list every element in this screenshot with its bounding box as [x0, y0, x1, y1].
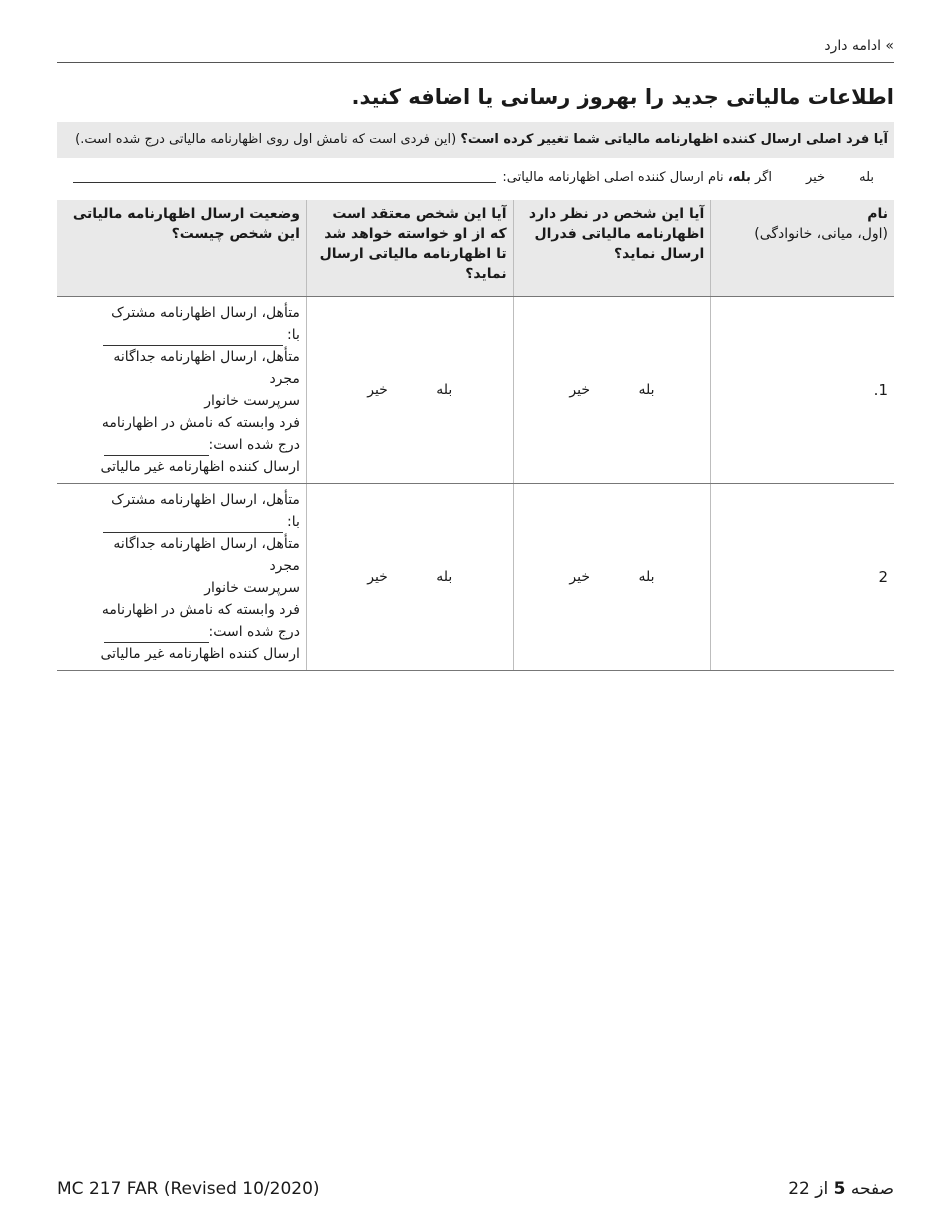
header-name [711, 200, 894, 297]
status-dependent[interactable]: فرد وابسته که نامش در اظهارنامه [101, 415, 300, 431]
table-header-row [57, 200, 894, 297]
form-identifier: MC 217 FAR (Revised 10/2020) [57, 1179, 320, 1199]
primary-filer-yes-option[interactable]: بله [859, 170, 874, 185]
page-of: از [815, 1179, 829, 1199]
status-single[interactable]: مجرد [269, 558, 300, 574]
primary-filer-answer-line [73, 170, 874, 185]
status-non-filer[interactable]: ارسال کننده اظهارنامه غیر مالیاتی [100, 459, 300, 475]
header-filing-status: وضعیت ارسال اظهارنامه مالیاتی این شخص چیست؟ [57, 200, 306, 297]
claimed-yes-option[interactable]: بله [436, 569, 453, 585]
primary-filer-name-field[interactable] [73, 170, 496, 183]
tax-info-table [57, 200, 894, 671]
row-number-label: 2 [878, 568, 888, 586]
with-label: با: [287, 327, 300, 343]
header-name-label: نام [867, 206, 888, 222]
row-number[interactable] [711, 484, 894, 671]
header-claimed: آیا این شخص معتقد است که از او خواسته خواهد شد تا اظهارنامه مالیاتی ارسال نماید؟ [306, 200, 513, 297]
header-plan-to-file: آیا این شخص در نظر دارد اظهارنامه مالیاتی فدرال ارسال نماید؟ [513, 200, 711, 297]
status-dependent[interactable]: فرد وابسته که نامش در اظهارنامه [101, 602, 300, 618]
status-joint-with-line [63, 511, 300, 533]
status-dependent-listed-line [63, 621, 300, 643]
if-prefix: اگر [754, 170, 772, 185]
continued-label: » ادامه دارد [824, 38, 894, 54]
joint-with-field[interactable] [103, 331, 283, 346]
plan-no-option[interactable]: خیر [569, 382, 590, 398]
claimed-cell [306, 484, 513, 671]
status-joint-with-line [63, 324, 300, 346]
with-label: با: [287, 514, 300, 530]
status-married-separate[interactable]: متأهل، ارسال اظهارنامه جداگانه [113, 349, 300, 365]
plan-yes-option[interactable]: بله [638, 382, 655, 398]
if-rest: نام ارسال کننده اصلی اظهارنامه مالیاتی: [502, 170, 724, 185]
primary-filer-question [57, 122, 894, 158]
if-yes-label [502, 170, 772, 185]
status-non-filer[interactable]: ارسال کننده اظهارنامه غیر مالیاتی [100, 646, 300, 662]
primary-filer-no-option[interactable]: خیر [805, 170, 826, 185]
plan-to-file-cell [513, 297, 711, 484]
if-bold: بله، [727, 170, 751, 185]
row-number[interactable] [711, 297, 894, 484]
status-single[interactable]: مجرد [269, 371, 300, 387]
header-divider [57, 62, 894, 63]
filing-status-cell [57, 484, 306, 671]
claimed-cell [306, 297, 513, 484]
plan-yes-option[interactable]: بله [638, 569, 655, 585]
joint-with-field[interactable] [103, 518, 283, 533]
question-note: (این فردی است که نامش اول روی اظهارنامه مالیاتی درج شده است.) [75, 132, 457, 147]
document-page [57, 0, 894, 1230]
page-current: 5 [833, 1179, 846, 1199]
page-number [788, 1179, 894, 1199]
claimed-yes-option[interactable]: بله [436, 382, 453, 398]
dependent-listed-field[interactable] [104, 441, 209, 456]
plan-to-file-cell [513, 484, 711, 671]
status-married-joint[interactable]: متأهل، ارسال اظهارنامه مشترک [111, 492, 300, 508]
claimed-no-option[interactable]: خیر [367, 569, 388, 585]
table-row [57, 297, 894, 484]
dependent-listed-field[interactable] [104, 628, 209, 643]
status-dependent-listed-line [63, 434, 300, 456]
question-text: آیا فرد اصلی ارسال کننده اظهارنامه مالیاتی شما تغییر کرده است؟ [460, 132, 888, 147]
header-name-sub: (اول، میانی، خانوادگی) [754, 226, 888, 242]
section-title: اطلاعات مالیاتی جدید را بهروز رسانی یا اضافه کنید. [351, 85, 894, 109]
status-married-separate[interactable]: متأهل، ارسال اظهارنامه جداگانه [113, 536, 300, 552]
status-married-joint[interactable]: متأهل، ارسال اظهارنامه مشترک [111, 305, 300, 321]
page-total: 22 [788, 1179, 810, 1199]
table-row [57, 484, 894, 671]
listed-label: درج شده است: [208, 624, 300, 640]
plan-no-option[interactable]: خیر [569, 569, 590, 585]
row-number-label: 1. [873, 381, 888, 399]
claimed-no-option[interactable]: خیر [367, 382, 388, 398]
page-word: صفحه [850, 1179, 894, 1199]
status-head-household[interactable]: سرپرست خانوار [204, 580, 300, 596]
listed-label: درج شده است: [208, 437, 300, 453]
status-head-household[interactable]: سرپرست خانوار [204, 393, 300, 409]
filing-status-cell [57, 297, 306, 484]
